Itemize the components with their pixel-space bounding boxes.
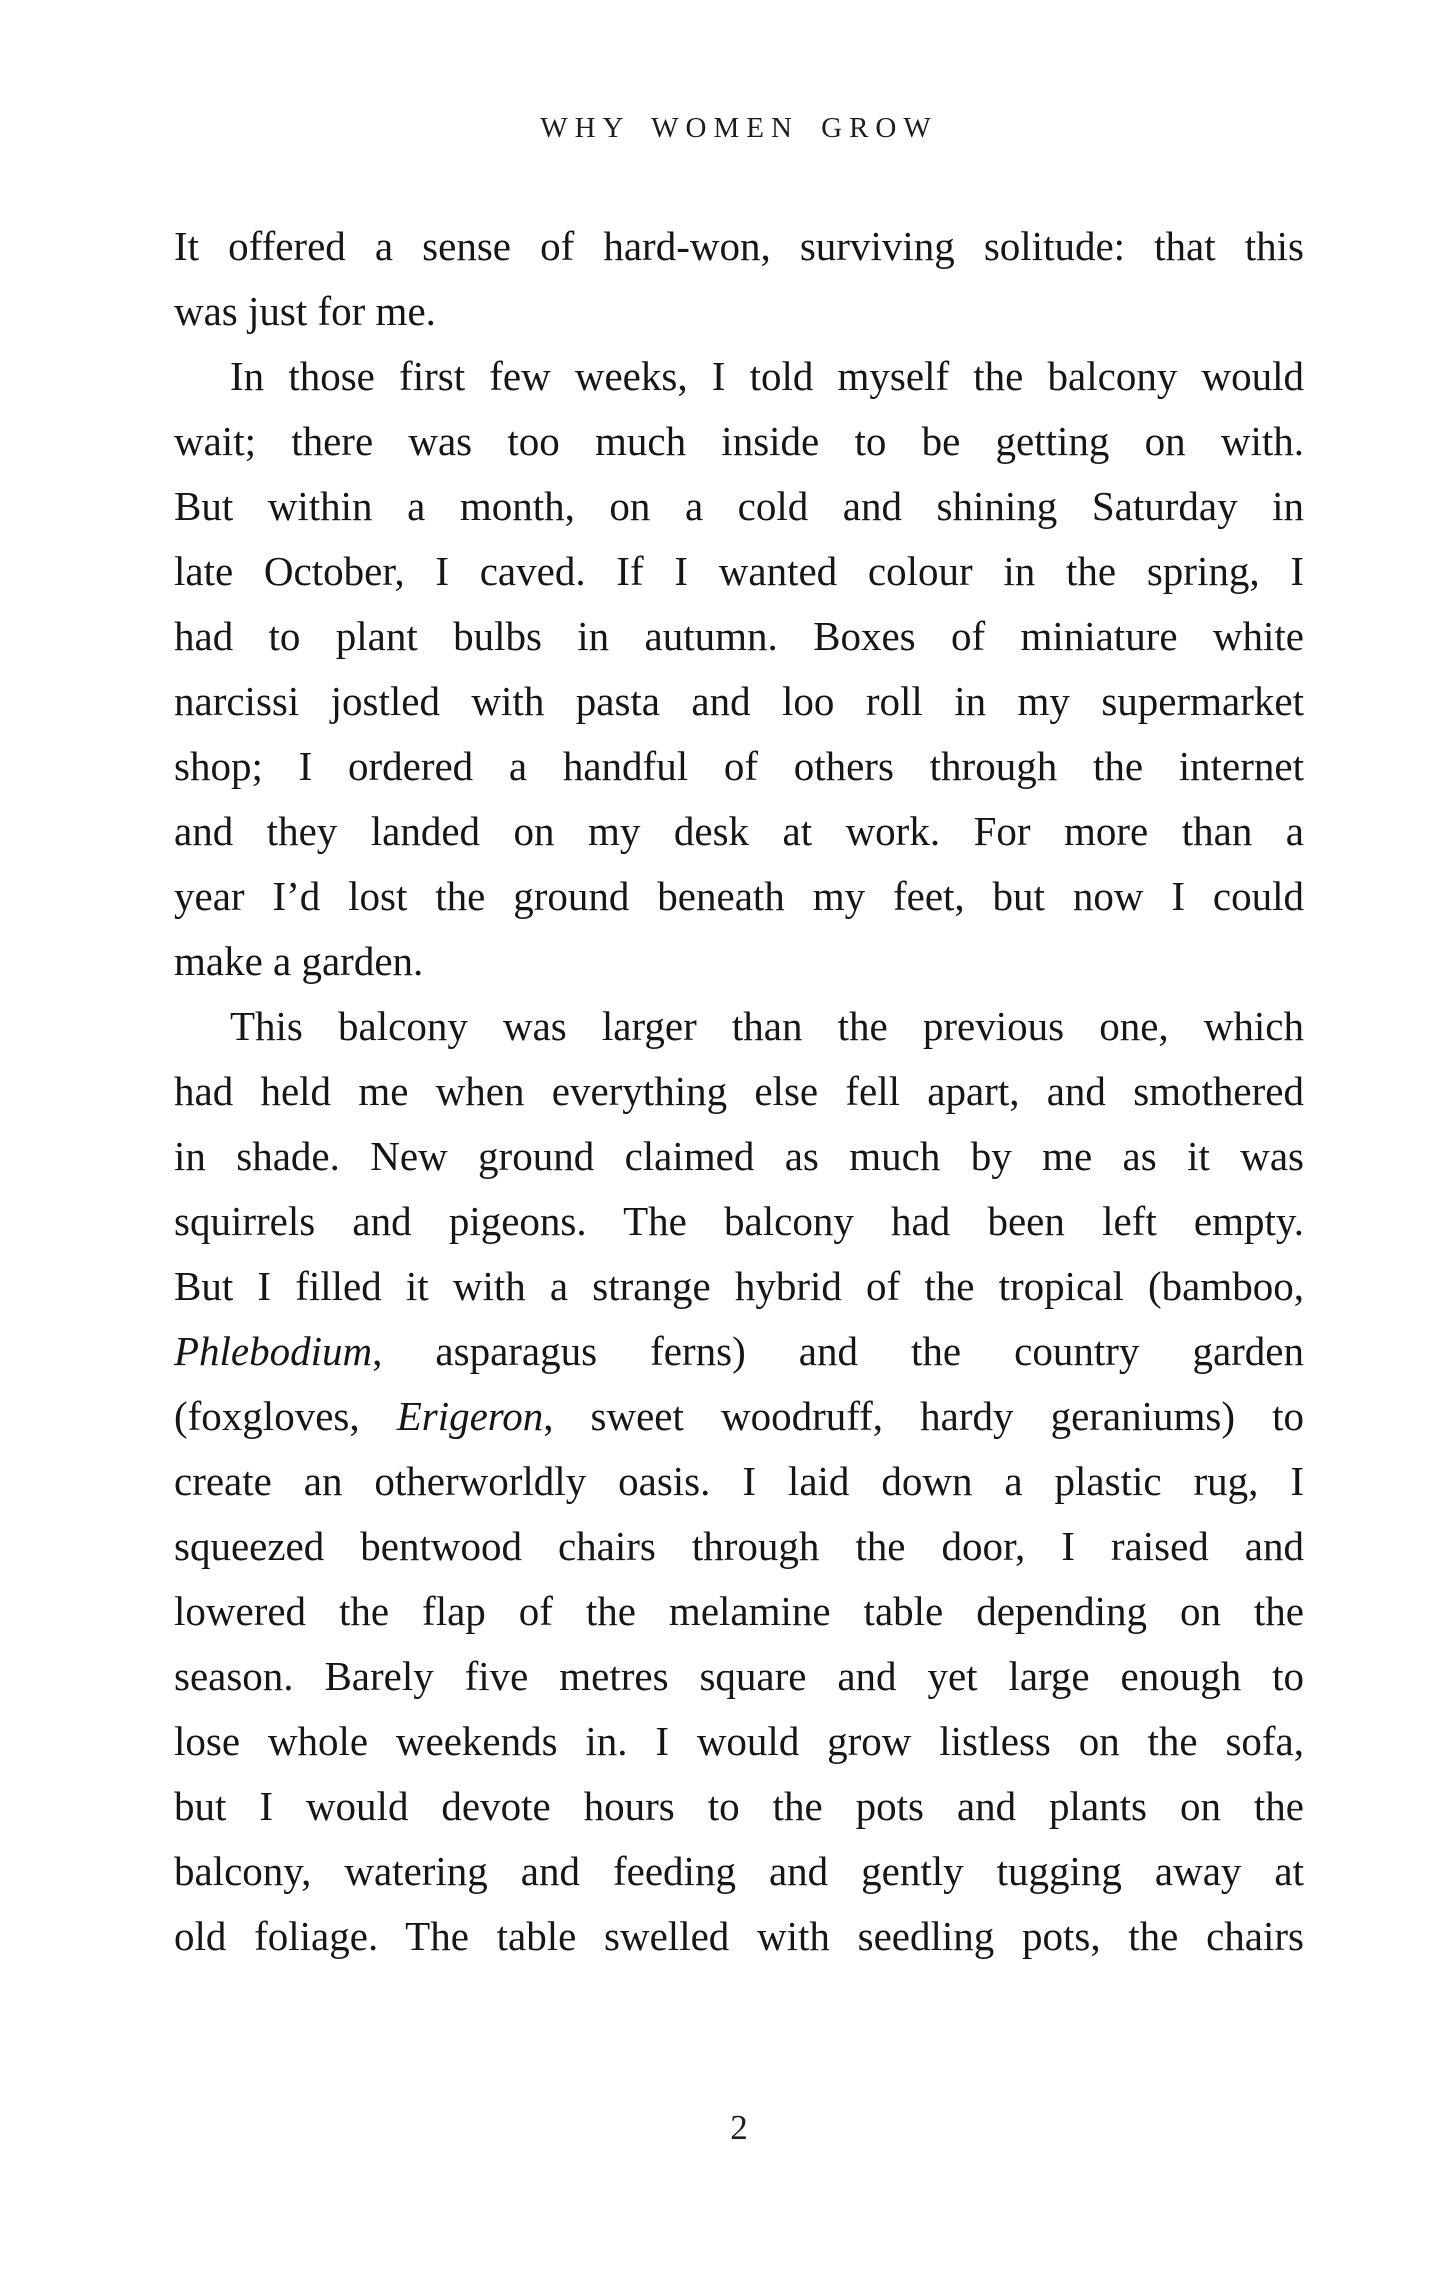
text-line (174, 1904, 1304, 1969)
text-line (174, 1514, 1304, 1579)
text-segment: But within a month, on a cold and shining Saturday in (174, 483, 1304, 529)
text-segment: year I’d lost the ground beneath my feet, but now I could (174, 873, 1304, 919)
text-segment: , asparagus ferns) and the country garden (372, 1328, 1304, 1374)
text-segment: This balcony was larger than the previous one, which (230, 1003, 1304, 1049)
text-segment: In those first few weeks, I told myself the balcony would (230, 353, 1304, 399)
text-line (174, 344, 1304, 409)
text-line (174, 539, 1304, 604)
text-segment: was just for me. (174, 288, 436, 334)
italic-text-segment: Phlebodium (174, 1328, 373, 1374)
text-segment: wait; there was too much inside to be getting on with. (174, 418, 1304, 464)
text-segment: But I filled it with a strange hybrid of the tropical (bamboo, (174, 1263, 1304, 1309)
body-text (174, 214, 1304, 1969)
text-line (174, 1774, 1304, 1839)
text-line (174, 1644, 1304, 1709)
italic-text-segment: Erigeron (396, 1393, 544, 1439)
text-line (174, 994, 1304, 1059)
text-line (174, 409, 1304, 474)
running-header: WHY WOMEN GROW (540, 112, 938, 144)
text-segment: but I would devote hours to the pots and plants on the (174, 1783, 1304, 1829)
text-segment: , sweet woodruff, hardy geraniums) to (543, 1393, 1304, 1439)
text-line (174, 734, 1304, 799)
text-segment: had held me when everything else fell apart, and smothered (174, 1068, 1304, 1114)
text-segment: (foxgloves, (174, 1393, 397, 1439)
page-number: 2 (730, 2108, 748, 2147)
text-segment: lowered the flap of the melamine table depending on the (174, 1588, 1304, 1634)
text-segment: make a garden. (174, 938, 424, 984)
text-line (174, 1579, 1304, 1644)
text-segment: shop; I ordered a handful of others through the internet (174, 743, 1304, 789)
text-line (174, 474, 1304, 539)
text-segment: season. Barely five metres square and yet large enough to (174, 1653, 1304, 1699)
text-line (174, 279, 1304, 344)
text-line (174, 669, 1304, 734)
text-line (174, 1709, 1304, 1774)
text-line (174, 1839, 1304, 1904)
text-segment: create an otherworldly oasis. I laid down a plastic rug, I (174, 1458, 1304, 1504)
text-line (174, 1319, 1304, 1384)
text-line (174, 864, 1304, 929)
text-line (174, 1059, 1304, 1124)
text-segment: had to plant bulbs in autumn. Boxes of miniature white (174, 613, 1304, 659)
text-segment: balcony, watering and feeding and gently tugging away at (174, 1848, 1304, 1894)
text-segment: squeezed bentwood chairs through the door, I raised and (174, 1523, 1304, 1569)
text-line (174, 1124, 1304, 1189)
text-line (174, 929, 1304, 994)
text-segment: and they landed on my desk at work. For more than a (174, 808, 1304, 854)
text-segment: old foliage. The table swelled with seedling pots, the chairs (174, 1913, 1304, 1959)
text-line (174, 1384, 1304, 1449)
text-line (174, 799, 1304, 864)
text-line (174, 214, 1304, 279)
text-segment: narcissi jostled with pasta and loo roll in my supermarket (174, 678, 1304, 724)
text-segment: late October, I caved. If I wanted colour in the spring, I (174, 548, 1304, 594)
text-line (174, 1254, 1304, 1319)
text-segment: in shade. New ground claimed as much by me as it was (174, 1133, 1304, 1179)
text-line (174, 1449, 1304, 1514)
text-line (174, 604, 1304, 669)
text-segment: lose whole weekends in. I would grow listless on the sofa, (174, 1718, 1304, 1764)
text-segment: squirrels and pigeons. The balcony had been left empty. (174, 1198, 1304, 1244)
text-segment: It offered a sense of hard-won, surviving solitude: that this (174, 223, 1304, 269)
text-line (174, 1189, 1304, 1254)
